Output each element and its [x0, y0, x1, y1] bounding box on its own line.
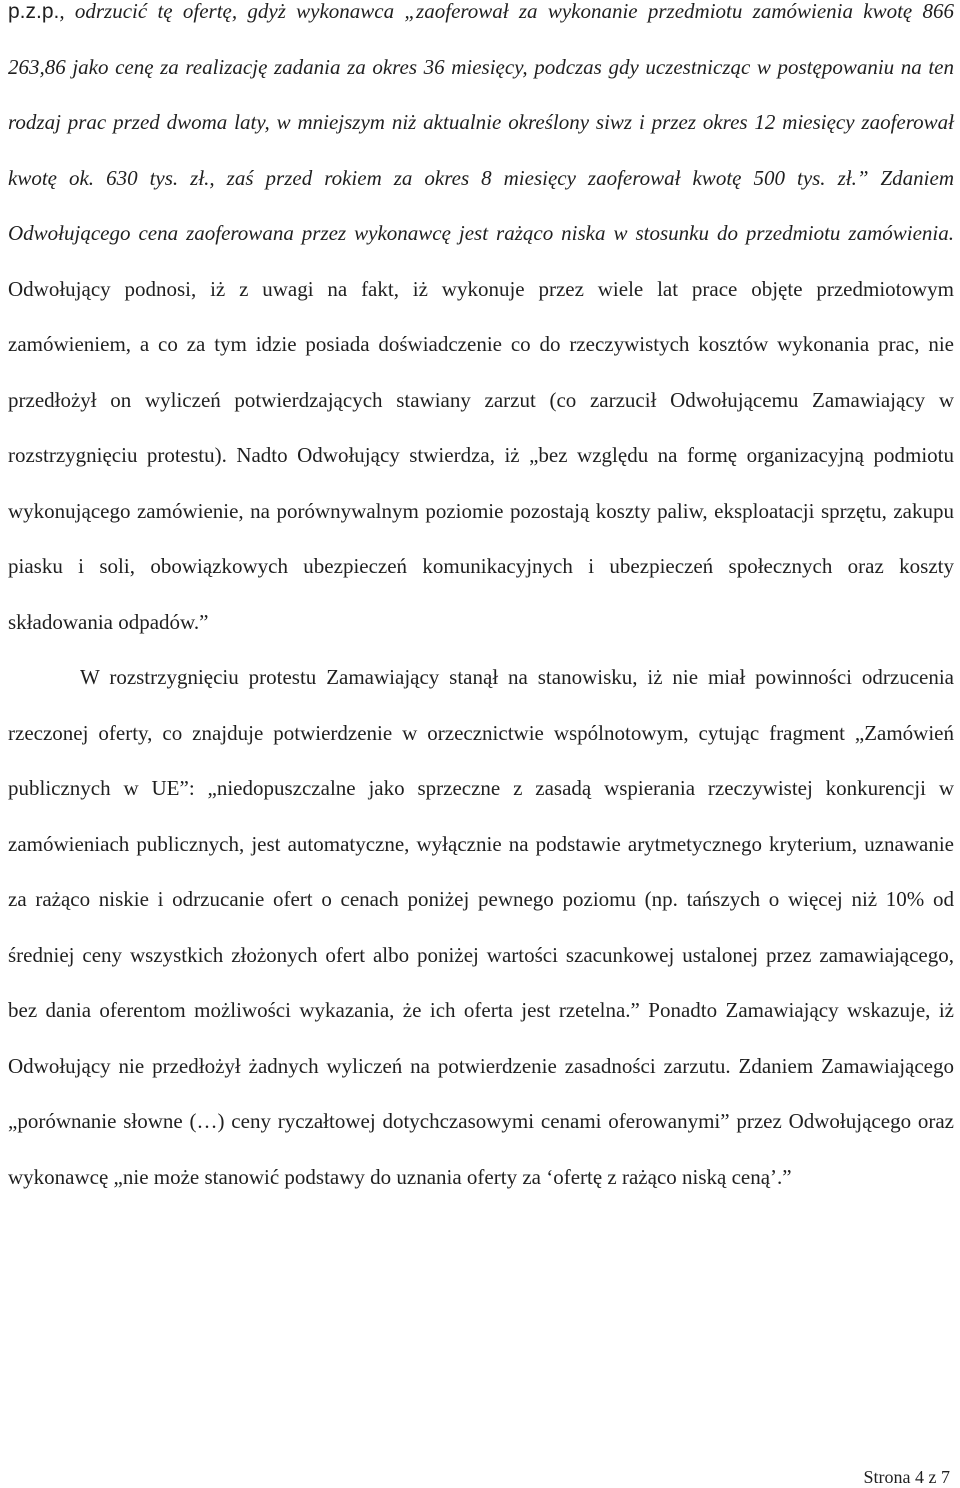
text-span: W rozstrzygnięciu protestu Zamawiający stanął na stanowisku, iż nie miał powinności odrzucenia rzeczonej oferty, co znajduje potwierdzenie w orzecznictwie wspólnotowym, cytując fragment „Zamówień publicznych w UE”: „niedopuszczalne jako sprzeczne z zasadą wspierania rzeczywistej konkurencji w zamówieniach publicznych, jest automatyczne, wyłącznie na podstawie arytmetycznego kryterium, uznawanie za rażąco niskie i odrzucanie ofert o cenach poniżej pewnego poziomu (np. tańszych o więcej niż 10% od średniej ceny wszystkich złożonych ofert albo poniżej wartości szacunkowej ustalonej przez zamawiającego, bez dania oferentom możliwości wykazania, że ich oferta jest rzetelna.” Ponadto Zamawiający wskazuje, iż Odwołujący nie przedłożył żadnych wyliczeń na potwierdzenie zasadności zarzutu. Zdaniem Zamawiającego „porównanie słowne (…) ceny ryczałtowej dotychczasowymi cenami oferowanymi” przez Odwołującego oraz wykonawcę „nie może stanowić podstawy do uznania oferty za ‘ofertę z rażąco niską ceną’.” [8, 665, 954, 1189]
page-footer: Strona 4 z 7 [863, 1467, 950, 1487]
text-span: , zaś przed rokiem za okres 8 miesięcy zaoferował kwotę 500 tys. zł.” Zdaniem Odwołującego cena zaoferowana przez wykonawcę jest rażąco niska w stosunku do przedmiotu zamówienia. [8, 165, 955, 245]
text-span: Odwołujący podnosi, iż z uwagi na fakt, iż wykonuje przez wiele lat prace objęte przedmiotowym zamówieniem, a co za tym idzie posiada doświadczenie co do rzeczywistych kosztów wykonania prac, nie przedłożył on wyliczeń potwierdzających stawiany zarzut (co zarzucił Odwołującemu Zamawiający w rozstrzygnięciu protestu). Nadto Odwołujący stwierdza, iż „bez względu na formę organizacyjną podmiotu wykonującego zamówienie, na porównywalnym poziomie pozostają koszty paliw, eksploatacji sprzętu, zakupu piasku i soli, obowiązkowych ubezpieczeń komunikacyjnych i ubezpieczeń społecznych oraz koszty składowania odpadów.” [8, 276, 954, 634]
text-span: p.z.p. [8, 0, 60, 23]
paragraph-1 [8, 0, 954, 650]
text-span: , odrzucić tę ofertę, gdyż wykonawca „zaoferował za wykonanie przedmiotu zamówienia kwotę 866 263,86 jako cenę za realizację zadania za okres 36 miesięcy, podczas gdy uczestnicząc w postępowaniu na ten rodzaj prac przed dwoma laty, w mniejszym niż aktualnie określony siwz i przez okres 12 miesięcy zaoferował kwotę ok. 630 tys. zł. [8, 0, 954, 190]
paragraph-2 [8, 650, 954, 1205]
